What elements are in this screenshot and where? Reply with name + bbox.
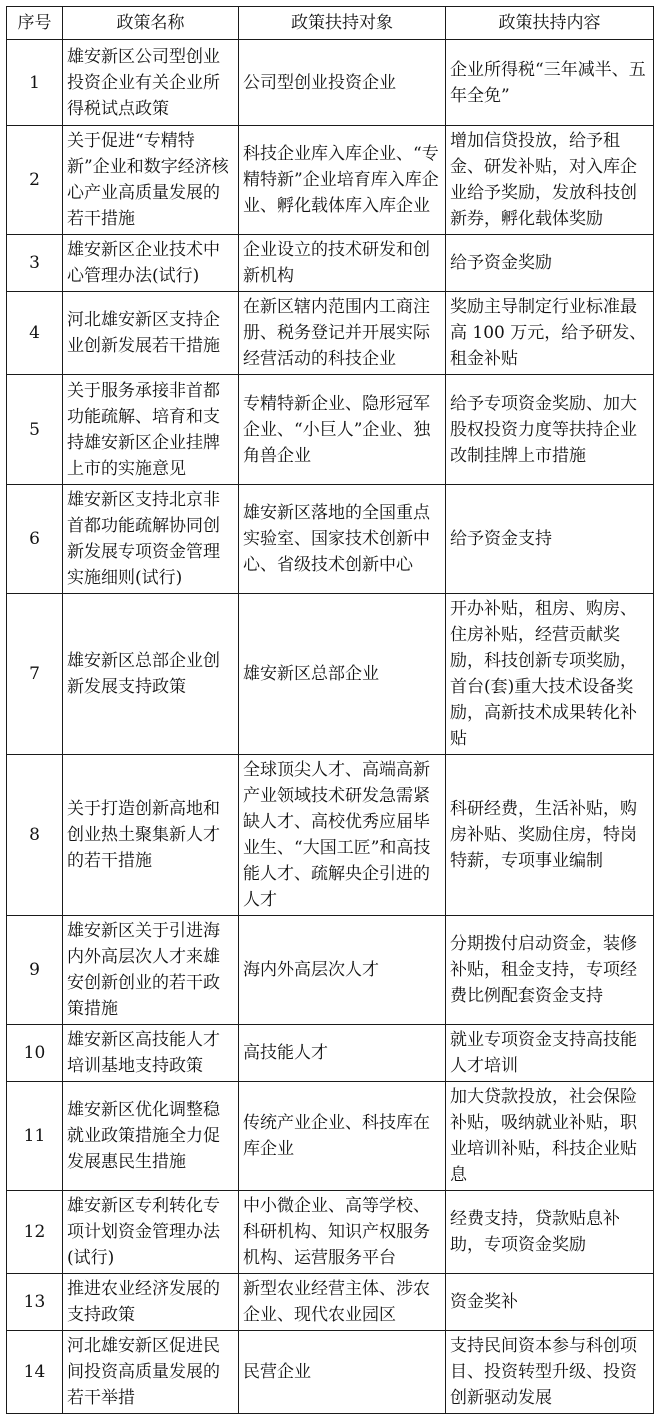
row-number: 3 <box>7 235 63 292</box>
row-number: 9 <box>7 916 63 1025</box>
support-content: 加大贷款投放，社会保险补贴，吸纳就业补贴，职业培训补贴，科技企业贴息 <box>446 1082 654 1191</box>
policy-name: 雄安新区支持北京非首都功能疏解协同创新发展专项资金管理实施细则(试行) <box>63 485 239 594</box>
support-content: 增加信贷投放，给予租金、研发补贴，对入库企业给予奖励，发放科技创新券，孵化载体奖励 <box>446 126 654 235</box>
row-number: 4 <box>7 292 63 375</box>
support-target: 全球顶尖人才、高端高新产业领域技术研发急需紧缺人才、高校优秀应届毕业生、“大国工匠”和高技能人才、疏解央企引进的人才 <box>239 755 446 916</box>
support-target: 在新区辖内范围内工商注册、税务登记并开展实际经营活动的科技企业 <box>239 292 446 375</box>
policy-name: 雄安新区企业技术中心管理办法(试行) <box>63 235 239 292</box>
table-row <box>7 375 654 485</box>
support-target: 民营企业 <box>239 1331 446 1414</box>
policy-name: 河北雄安新区支持企业创新发展若干措施 <box>63 292 239 375</box>
table-row <box>7 126 654 235</box>
policy-name: 雄安新区优化调整稳就业政策措施全力促发展惠民生措施 <box>63 1082 239 1191</box>
support-content: 就业专项资金支持高技能人才培训 <box>446 1025 654 1082</box>
row-number: 14 <box>7 1331 63 1414</box>
table-row <box>7 1191 654 1274</box>
support-target: 中小微企业、高等学校、科研机构、知识产权服务机构、运营服务平台 <box>239 1191 446 1274</box>
policy-table-container <box>6 6 654 1414</box>
header-support-target: 政策扶持对象 <box>239 7 446 40</box>
policy-name: 雄安新区公司型创业投资企业有关企业所得税试点政策 <box>63 40 239 126</box>
row-number: 8 <box>7 755 63 916</box>
header-row <box>7 7 654 40</box>
policy-name: 推进农业经济发展的支持政策 <box>63 1274 239 1331</box>
support-target: 企业设立的技术研发和创新机构 <box>239 235 446 292</box>
support-target: 科技企业库入库企业、“专精特新”企业培育库入库企业、孵化载体库入库企业 <box>239 126 446 235</box>
table-row <box>7 40 654 126</box>
row-number: 7 <box>7 594 63 755</box>
support-content: 分期拨付启动资金，装修补贴，租金支持，专项经费比例配套资金支持 <box>446 916 654 1025</box>
policy-name: 关于促进“专精特新”企业和数字经济核心产业高质量发展的若干措施 <box>63 126 239 235</box>
support-target: 高技能人才 <box>239 1025 446 1082</box>
table-row <box>7 1331 654 1414</box>
support-content: 给予专项资金奖励、加大股权投资力度等扶持企业改制挂牌上市措施 <box>446 375 654 485</box>
support-content: 经费支持，贷款贴息补助，专项资金奖励 <box>446 1191 654 1274</box>
table-body <box>7 40 654 1414</box>
table-row <box>7 1025 654 1082</box>
row-number: 5 <box>7 375 63 485</box>
table-row <box>7 485 654 594</box>
policy-name: 雄安新区专利转化专项计划资金管理办法(试行) <box>63 1191 239 1274</box>
policy-table <box>6 6 654 1414</box>
support-target: 传统产业企业、科技库在库企业 <box>239 1082 446 1191</box>
table-row <box>7 755 654 916</box>
table-row <box>7 594 654 755</box>
policy-name: 雄安新区关于引进海内外高层次人才来雄安创新创业的若干政策措施 <box>63 916 239 1025</box>
support-content: 支持民间资本参与科创项目、投资转型升级、投资创新驱动发展 <box>446 1331 654 1414</box>
support-content: 开办补贴，租房、购房、住房补贴，经营贡献奖励，科技创新专项奖励，首台(套)重大技术设备奖励，高新技术成果转化补贴 <box>446 594 654 755</box>
support-content: 给予资金奖励 <box>446 235 654 292</box>
policy-name: 关于服务承接非首都功能疏解、培育和支持雄安新区企业挂牌上市的实施意见 <box>63 375 239 485</box>
table-header <box>7 7 654 40</box>
support-target: 雄安新区总部企业 <box>239 594 446 755</box>
row-number: 11 <box>7 1082 63 1191</box>
support-target: 新型农业经营主体、涉农企业、现代农业园区 <box>239 1274 446 1331</box>
support-target: 海内外高层次人才 <box>239 916 446 1025</box>
header-support-content: 政策扶持内容 <box>446 7 654 40</box>
support-target: 雄安新区落地的全国重点实验室、国家技术创新中心、省级技术创新中心 <box>239 485 446 594</box>
row-number: 1 <box>7 40 63 126</box>
table-row <box>7 235 654 292</box>
row-number: 10 <box>7 1025 63 1082</box>
policy-name: 河北雄安新区促进民间投资高质量发展的若干举措 <box>63 1331 239 1414</box>
header-policy-name: 政策名称 <box>63 7 239 40</box>
policy-name: 关于打造创新高地和创业热土聚集新人才的若干措施 <box>63 755 239 916</box>
support-target: 专精特新企业、隐形冠军企业、“小巨人”企业、独角兽企业 <box>239 375 446 485</box>
policy-name: 雄安新区高技能人才培训基地支持政策 <box>63 1025 239 1082</box>
header-no: 序号 <box>7 7 63 40</box>
table-row <box>7 1082 654 1191</box>
support-content: 企业所得税“三年减半、五年全免” <box>446 40 654 126</box>
table-row <box>7 1274 654 1331</box>
row-number: 12 <box>7 1191 63 1274</box>
table-row <box>7 292 654 375</box>
support-target: 公司型创业投资企业 <box>239 40 446 126</box>
row-number: 13 <box>7 1274 63 1331</box>
support-content: 奖励主导制定行业标准最高 100 万元，给予研发、租金补贴 <box>446 292 654 375</box>
row-number: 6 <box>7 485 63 594</box>
table-row <box>7 916 654 1025</box>
row-number: 2 <box>7 126 63 235</box>
policy-name: 雄安新区总部企业创新发展支持政策 <box>63 594 239 755</box>
support-content: 资金奖补 <box>446 1274 654 1331</box>
support-content: 科研经费，生活补贴，购房补贴、奖励住房，特岗特薪，专项事业编制 <box>446 755 654 916</box>
support-content: 给予资金支持 <box>446 485 654 594</box>
